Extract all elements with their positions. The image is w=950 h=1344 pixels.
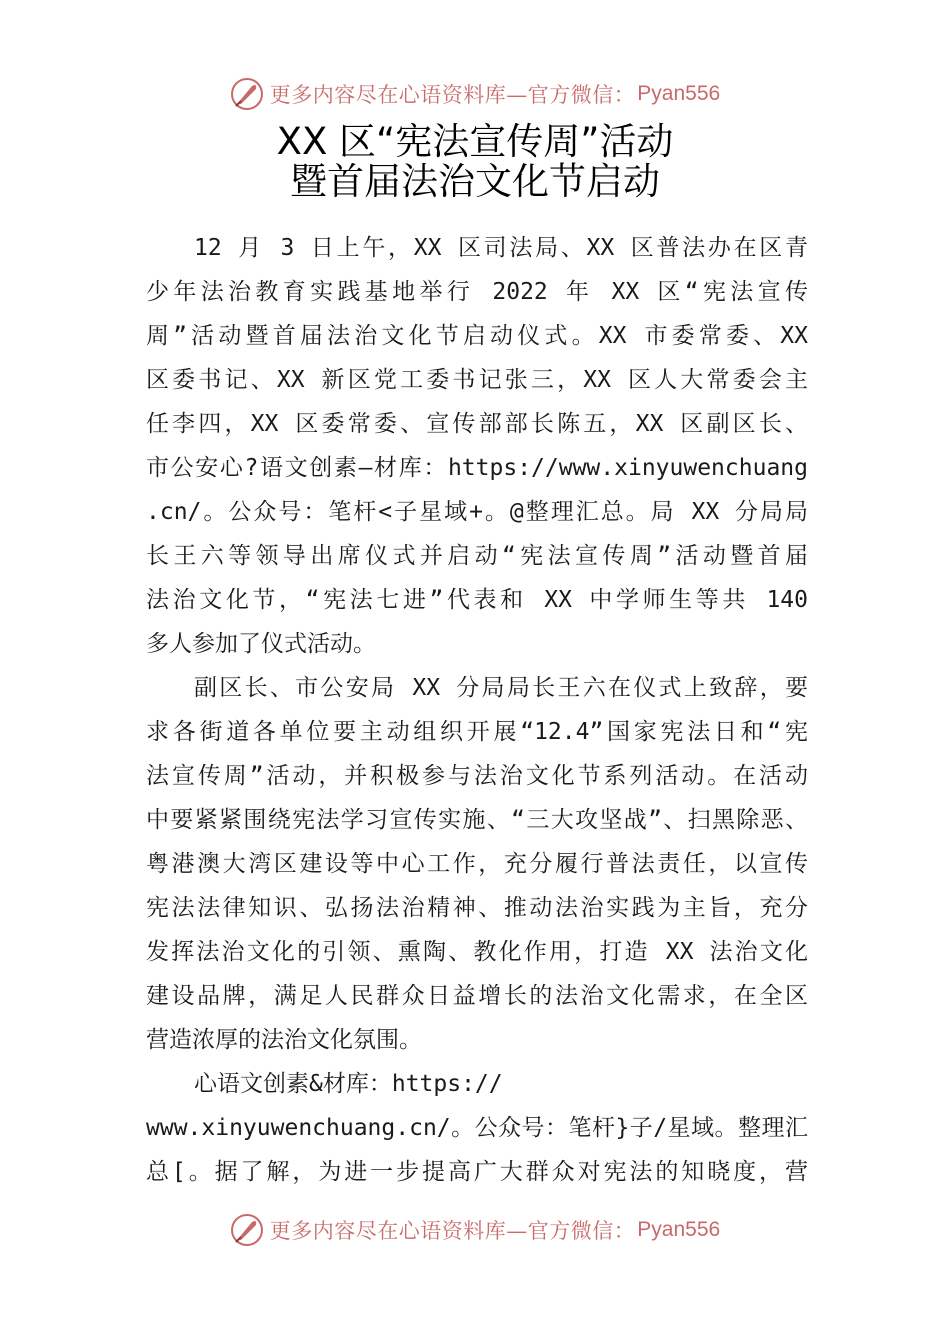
banner-wechat-id: Pyan556 <box>637 82 721 105</box>
text-line: 总[。据了解，为进一步提高广大群众对宪法的知晓度，营 <box>146 1159 808 1185</box>
banner-text: 更多内容尽在心语资料库—官方微信： <box>269 1219 636 1243</box>
text-line: 多人参加了仪式活动。 <box>146 631 376 657</box>
text-line: .cn/。公众号：笔杆<子星域+。@整理汇总。局 XX 分局局 <box>146 499 808 525</box>
header-watermark-banner <box>0 72 950 116</box>
document-body <box>146 226 808 1194</box>
paragraph-2 <box>146 666 808 1062</box>
text-line: 少年法治教育实践基地举行 2022 年 XX 区“宪法宣传 <box>146 279 808 305</box>
text-line: 任李四，XX 区委常委、宣传部部长陈五，XX 区副区长、 <box>146 411 808 437</box>
text-line: 宪法法律知识、弘扬法治精神、推动法治实践为主旨，充分 <box>146 895 808 921</box>
text-line: 副区长、市公安局 XX 分局局长王六在仪式上致辞，要 <box>194 675 808 701</box>
text-line: 中要紧紧围绕宪法学习宣传实施、“三大攻坚战”、扫黑除恶、 <box>146 807 808 833</box>
title-line-2: 暨首届法治文化节启动 <box>290 160 660 203</box>
quill-logo-icon <box>230 1213 264 1247</box>
text-line: 建设品牌，满足人民群众日益增长的法治文化需求，在全区 <box>146 983 808 1009</box>
footer-watermark-banner <box>0 1208 950 1252</box>
text-line: 求各街道各单位要主动组织开展“12.4”国家宪法日和“宪 <box>146 719 808 745</box>
banner-wechat-id: Pyan556 <box>637 1218 721 1241</box>
text-line: 发挥法治文化的引领、熏陶、教化作用，打造 XX 法治文化 <box>146 939 808 965</box>
text-line: 市公安心?语文创素—材库：https://www.xinyuwenchuang <box>146 455 808 481</box>
text-line: www.xinyuwenchuang.cn/。公众号：笔杆}子/星域。整理汇 <box>146 1115 808 1141</box>
document-title <box>0 122 950 202</box>
banner-text: 更多内容尽在心语资料库—官方微信： <box>269 83 636 107</box>
title-line-1: XX 区“宪法宣传周”活动 <box>276 120 674 163</box>
text-line: 法治文化节，“宪法七进”代表和 XX 中学师生等共 140 <box>146 587 808 613</box>
text-line: 周”活动暨首届法治文化节启动仪式。XX 市委常委、XX <box>146 323 808 349</box>
text-line: 粤港澳大湾区建设等中心工作，充分履行普法责任，以宣传 <box>146 851 808 877</box>
text-line: 12 月 3 日上午，XX 区司法局、XX 区普法办在区青 <box>194 235 808 261</box>
text-line: 长王六等领导出席仪式并启动“宪法宣传周”活动暨首届 <box>146 543 808 569</box>
text-line: 区委书记、XX 新区党工委书记张三，XX 区人大常委会主 <box>146 367 808 393</box>
text-line: 心语文创素&材库：https:// <box>194 1071 503 1097</box>
quill-logo-icon <box>230 77 264 111</box>
text-line: 营造浓厚的法治文化氛围。 <box>146 1027 422 1053</box>
text-line: 法宣传周”活动，并积极参与法治文化节系列活动。在活动 <box>146 763 808 789</box>
paragraph-3 <box>146 1062 808 1194</box>
paragraph-1 <box>146 226 808 666</box>
